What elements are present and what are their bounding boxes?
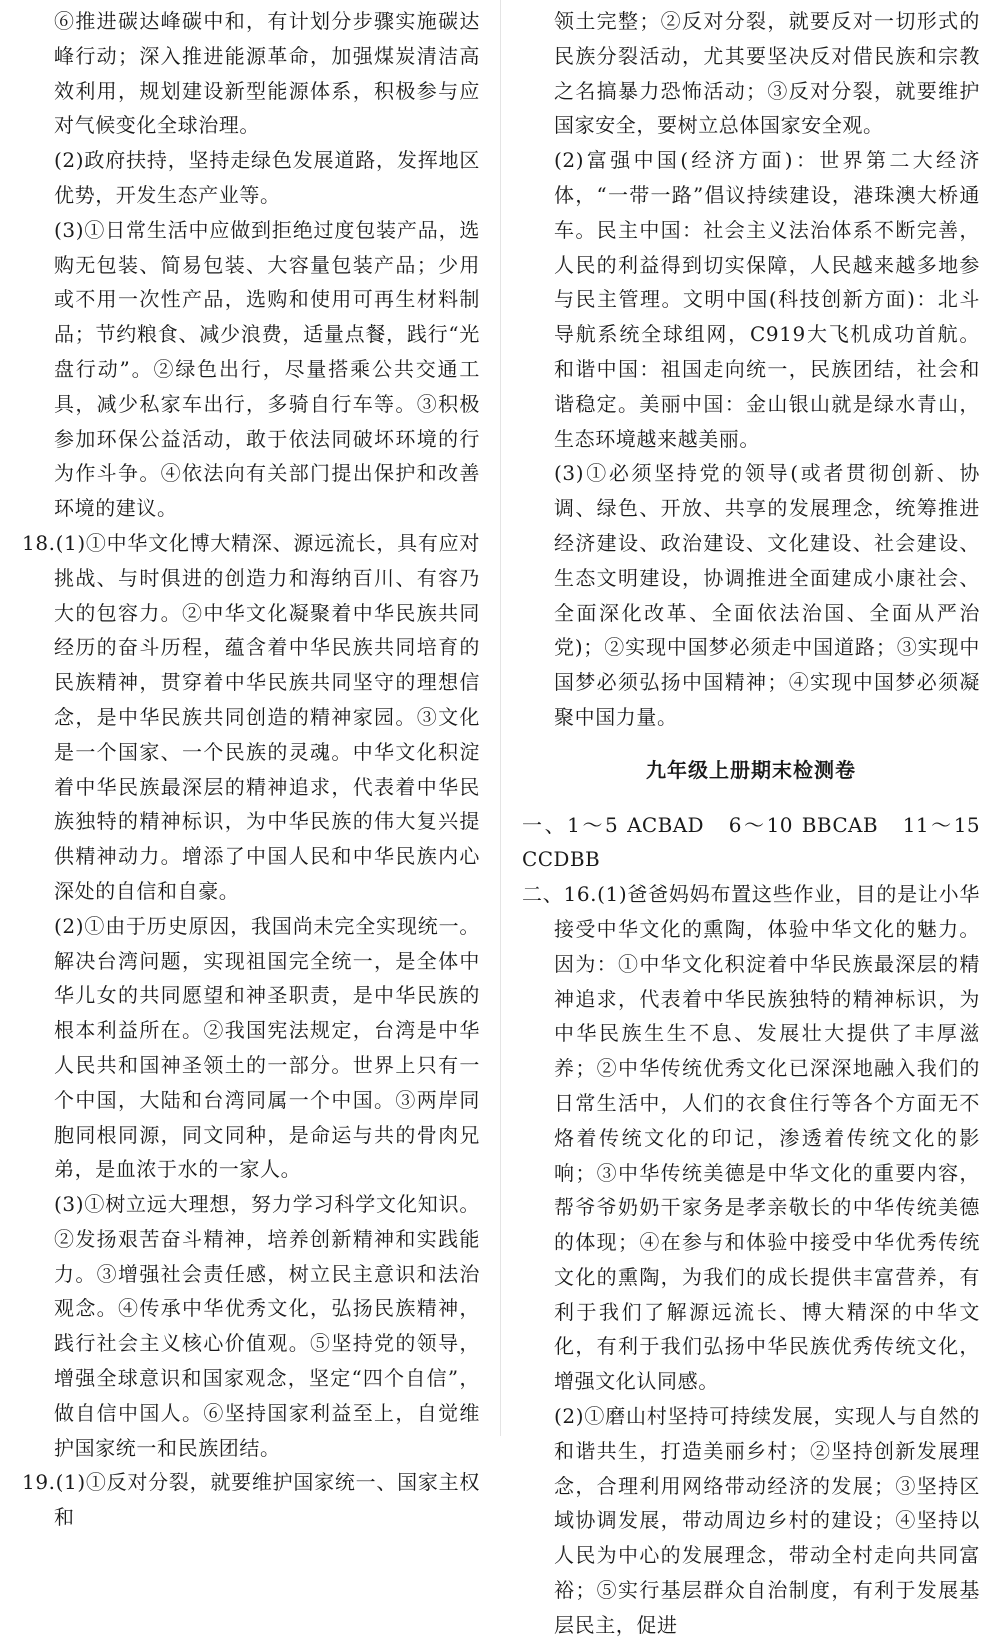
question-18-part-1: 18.(1)①中华文化博大精深、源远流长，具有应对挑战、与时俱进的创造力和海纳百川、有容乃大的包容力。②中华文化凝聚着中华民族共同经历的奋斗历程，蕴含着中华民族共同培育的民族精神，贯穿着中华民族共同坚守的理想信念，是中华民族共同创造的精神家园。③文化是一个国家、一个民族的灵魂。中华文化积淀着中华民族最深层的精神追求，代表着中华民族独特的精神标识，为中华民族的伟大复兴提供精神动力。增添了中国人民和中华民族内心深处的自信和自豪。 [22, 530, 480, 903]
multiple-choice-answers: 一、1～5 ACBAD 6～10 BBCAB 11～15 CCDBB [522, 812, 980, 872]
paragraph-right-1: 领土完整；②反对分裂，就要反对一切形式的民族分裂活动，尤其要坚决反对借民族和宗教之名搞暴力恐怖活动；③反对分裂，就要维护国家安全，要树立总体国家安全观。 [554, 9, 980, 138]
question-19-part-2: (2)富强中国(经济方面)：世界第二大经济体，“一带一路”倡议持续建设，港珠澳大桥通车。民主中国：社会主义法治体系不断完善，人民的利益得到切实保障，人民越来越多地参与民主管理。文明中国(科技创新方面)：北斗导航系统全球组网，C919大飞机成功首航。和谐中国：祖国走向统一，民族团结，社会和谐稳定。美丽中国：金山银山就是绿水青山，生态环境越来越美丽。 [554, 148, 980, 451]
question-18-part-3: (3)①树立远大理想，努力学习科学文化知识。②发扬艰苦奋斗精神，培养创新精神和实践能力。③增强社会责任感，树立民主意识和法治观念。④传承中华优秀文化，弘扬民族精神，践行社会主义核心价值观。⑤坚持党的领导，增强全球意识和国家观念，坚定“四个自信”，做自信中国人。⑥坚持国家利益至上，自觉维护国家统一和民族团结。 [54, 1192, 480, 1460]
paragraph-left-2: (2)政府扶持，坚持走绿色发展道路，发挥地区优势，开发生态产业等。 [54, 148, 480, 207]
question-16-part-2: (2)①磨山村坚持可持续发展，实现人与自然的和谐共生，打造美丽乡村；②坚持创新发展理念，合理利用网络带动经济的发展；③坚持区域协调发展，带动周边乡村的建设；④坚持以人民为中心的发展理念，带动全村走向共同富裕；⑤实行基层群众自治制度，有利于发展基层民主，促进 [554, 1404, 980, 1637]
right-column [522, 4, 980, 1643]
paragraph-left-3: (3)①日常生活中应做到拒绝过度包装产品，选购无包装、简易包装、大容量包装产品；少用或不用一次性产品，选购和使用可再生材料制品；节约粮食、减少浪费，适量点餐，践行“光盘行动”。②绿色出行，尽量搭乘公共交通工具，减少私家车出行，多骑自行车等。③积极参加环保公益活动，敢于依法同破坏环境的行为作斗争。④依法向有关部门提出保护和改善环境的建议。 [54, 217, 480, 521]
paragraph-left-1: ⑥推进碳达峰碳中和，有计划分步骤实施碳达峰行动；深入推进能源革命，加强煤炭清洁高效利用，规划建设新型能源体系，积极参与应对气候变化全球治理。 [54, 9, 480, 138]
section-title: 九年级上册期末检测卷 [646, 757, 856, 782]
left-column [22, 4, 480, 1535]
question-19-part-1: 19.(1)①反对分裂，就要维护国家统一、国家主权和 [22, 1470, 480, 1530]
column-divider [500, 0, 501, 1436]
question-18-part-2: (2)①由于历史原因，我国尚未完全实现统一。解决台湾问题，实现祖国完全统一，是全体中华儿女的共同愿望和神圣职责，是中华民族的根本利益所在。②我国宪法规定，台湾是中华人民共和国神圣领土的一部分。世界上只有一个中国，大陆和台湾同属一个中国。③两岸同胞同根同源，同文同种，是命运与共的骨肉兄弟，是血浓于水的一家人。 [54, 913, 480, 1182]
question-16-part-1: 二、16.(1)爸爸妈妈布置这些作业，目的是让小华接受中华文化的熏陶，体验中华文化的魅力。因为：①中华文化积淀着中华民族最深层的精神追求，代表着中华民族独特的精神标识，为中华民族生生不息、发展壮大提供了丰厚滋养；②中华传统优秀文化已深深地融入我们的日常生活中，人们的衣食住行等各个方面无不烙着传统文化的印记，渗透着传统文化的影响；③中华传统美德是中华文化的重要内容，帮爷爷奶奶干家务是孝亲敬长的中华传统美德的体现；④在参与和体验中接受中华优秀传统文化的熏陶，为我们的成长提供丰富营养，有利于我们了解源远流长、博大精深的中华文化，有利于我们弘扬中华民族优秀传统文化，增强文化认同感。 [522, 882, 980, 1394]
question-19-part-3: (3)①必须坚持党的领导(或者贯彻创新、协调、绿色、开放、共享的发展理念，统筹推进经济建设、政治建设、文化建设、社会建设、生态文明建设，协调推进全面建成小康社会、全面深化改革、全面依法治国、全面从严治党)；②实现中国梦必须走中国道路；③实现中国梦必须弘扬中国精神；④实现中国梦必须凝聚中国力量。 [554, 461, 980, 729]
